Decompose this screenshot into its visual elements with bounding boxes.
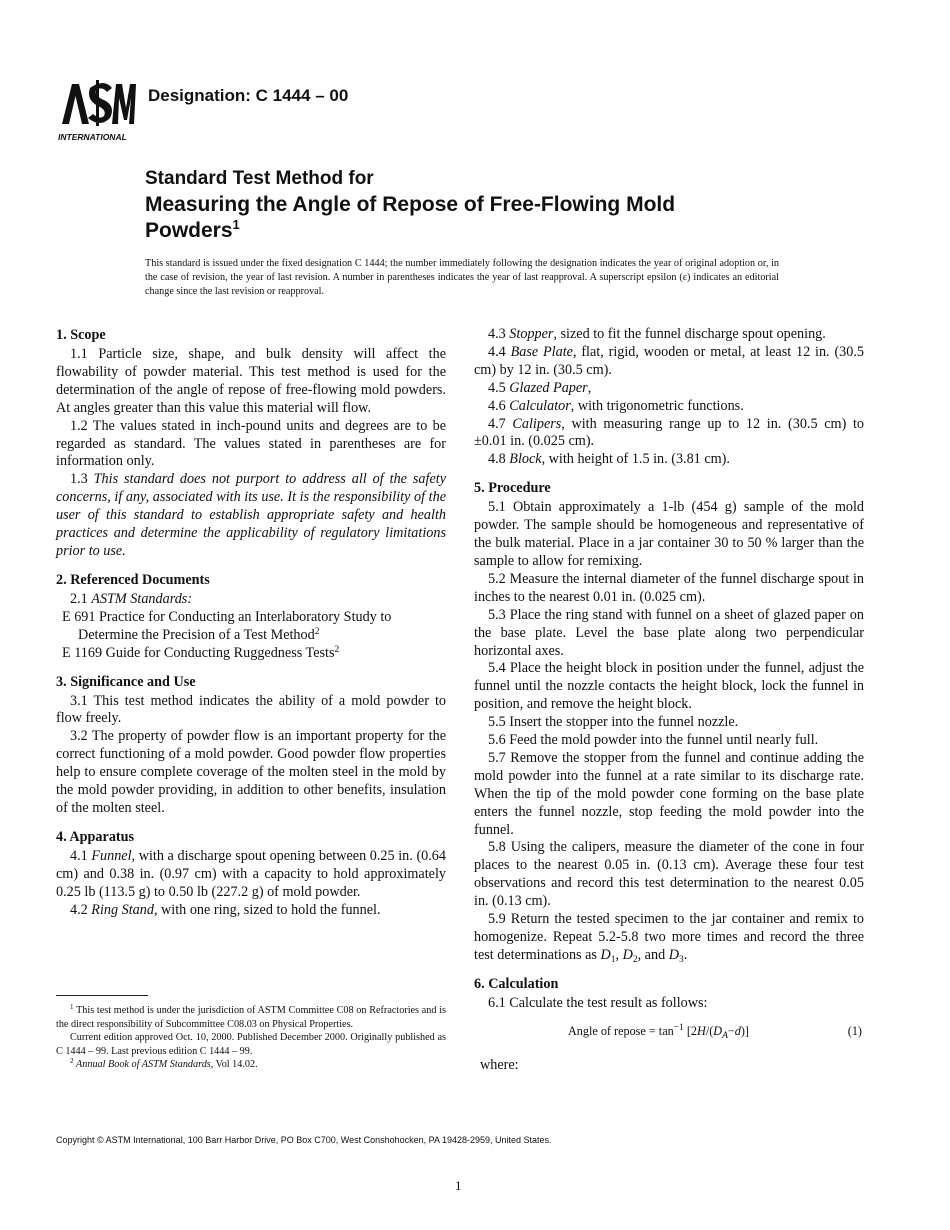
section-heading-calculation: 6. Calculation xyxy=(474,975,559,992)
footnote-mark: 1 xyxy=(70,1003,74,1011)
reference-e691-text: E 691 Practice for Conducting an Interlaboratory Study to Determine the Precision of a Test Method xyxy=(62,608,392,643)
subscript: 2 xyxy=(632,954,638,965)
paragraph-2-1 xyxy=(56,591,446,609)
item-term: Calipers xyxy=(512,415,562,432)
variable-d: D xyxy=(600,946,611,963)
footnote-mark: 2 xyxy=(70,1057,74,1066)
title-line-3 xyxy=(145,218,845,244)
item-term: Ring Stand xyxy=(91,901,154,918)
section-heading-referenced-documents: 2. Referenced Documents xyxy=(56,571,210,588)
paragraph-3-2: 3.2 The property of powder flow is an important property for the correct functioning of a mold powder. Good powder flow properties help to ensure complete coverage of the molten steel in the mold by the mold powder providing, in addition to other benefits, insulation of the molten steel. xyxy=(56,728,446,816)
item-text: , with a discharge spout opening between 0.25 in. (0.64 cm) and 0.38 in. (0.97 cm) with a capacity to hold approximately 0.25 lb (113.5 g) to 0.50 lb (227.2 g) of mold powder. xyxy=(56,847,446,900)
paragraph-5-8: 5.8 Using the calipers, measure the diameter of the cone in four places to the nearest 0.05 in. (0.13 cm). Average these four test observations and record this test determination to the nearest 0.05 in. (0.13 cm). xyxy=(474,839,864,910)
section-heading-apparatus: 4. Apparatus xyxy=(56,828,135,845)
item-number: 4.1 xyxy=(70,847,88,864)
page-number: 1 xyxy=(455,1178,462,1193)
item-term: Block xyxy=(509,451,542,468)
item-number: 4.5 xyxy=(488,379,506,396)
reference-e1169-footnote-ref: 2 xyxy=(334,644,340,655)
equation-part: − xyxy=(727,1023,735,1038)
item-text: , flat, rigid, wooden or metal, at least 12 in. (30.5 cm) by 12 in. (30.5 cm). xyxy=(474,343,864,378)
item-number: 4.3 xyxy=(488,326,506,342)
paragraph-6-1: 6.1 Calculate the test result as follows: xyxy=(488,994,708,1011)
title-line-1: Standard Test Method for xyxy=(145,168,374,189)
variable-h: H xyxy=(697,1023,706,1038)
paragraph-2-1-number: 2.1 xyxy=(70,590,88,607)
paragraph-4-5 xyxy=(474,380,864,398)
variable-d: D xyxy=(713,1023,723,1038)
paragraph-5-6: 5.6 Feed the mold powder into the funnel until nearly full. xyxy=(488,732,819,749)
astm-logo xyxy=(56,74,138,146)
equation-expression xyxy=(474,1023,848,1041)
item-text: , with one ring, sized to hold the funnel. xyxy=(153,901,381,918)
footnote-2 xyxy=(56,1058,446,1072)
right-column xyxy=(474,326,864,1075)
reference-e1169 xyxy=(56,645,446,663)
paragraph-1-3 xyxy=(56,471,446,561)
footnote-1-text: This test method is under the jurisdiction of ASTM Committee C08 on Refractories and is the direct responsibility of Subcommittee C08.03 on Physical Properties. xyxy=(56,1005,446,1030)
footnotes xyxy=(56,1004,446,1072)
variable-d: D xyxy=(668,946,679,963)
item-number: 4.7 xyxy=(488,415,506,432)
footnote-2-text: , Vol 14.02. xyxy=(210,1059,258,1071)
paragraph-5-7: 5.7 Remove the stopper from the funnel and continue adding the mold powder into the funnel at a rate similar to its discharge rate. When the tip of the mold powder cone forming on the base plate enters the funnel nozzle, stop feeding the mold powder into the funnel. xyxy=(474,749,864,838)
paragraph-5-2: 5.2 Measure the internal diameter of the funnel discharge spout in inches to the nearest 0.01 in. (0.025 cm). xyxy=(474,570,864,605)
item-number: 4.6 xyxy=(488,397,506,414)
section-heading-procedure: 5. Procedure xyxy=(474,480,551,497)
separator: , and xyxy=(637,946,669,963)
paragraph-4-2 xyxy=(56,902,446,920)
paragraph-1-2: 1.2 The values stated in inch-pound units and degrees are to be regarded as standard. The values stated in parentheses are for information only. xyxy=(56,417,446,470)
paragraph-4-3 xyxy=(474,326,864,344)
item-term: Base Plate xyxy=(510,343,573,360)
where-label: where: xyxy=(480,1056,519,1073)
section-heading-scope: 1. Scope xyxy=(56,327,106,343)
intro-paragraph: This standard is issued under the fixed designation C 1444; the number immediately following the designation indicates the year of original adoption or, in the case of revision, the year of last revision. A number in parentheses indicates the year of last reapproval. A superscript epsilon (ε) indicates an editorial change since the last revision or reapproval. xyxy=(145,258,779,297)
paragraph-4-8 xyxy=(474,451,864,469)
equation-part: [2 xyxy=(683,1023,698,1038)
item-term: Calculator xyxy=(509,397,571,414)
left-column xyxy=(56,326,446,919)
footnote-rule xyxy=(56,995,148,996)
logo-subtext: INTERNATIONAL xyxy=(58,132,127,142)
subscript-a: A xyxy=(722,1030,728,1041)
item-term: Funnel xyxy=(91,847,132,864)
item-term: Glazed Paper xyxy=(509,379,588,396)
equation-part: )] xyxy=(740,1023,749,1038)
footnote-1b: Current edition approved Oct. 10, 2000. Published December 2000. Originally published as C 1444 – 99. Last previous edition C 1444 – 99. xyxy=(56,1032,446,1057)
paragraph-5-3: 5.3 Place the ring stand with funnel on a sheet of glazed paper on the base plate. Level the base plate along two perpendicular horizontal axes. xyxy=(474,606,864,659)
paragraph-1-3-text: This standard does not purport to address all of the safety concerns, if any, associated with its use. It is the responsibility of the user of this standard to establish appropriate safety and health practices and determine the applicability of regulatory limitations prior to use. xyxy=(56,471,446,559)
paragraph-4-6 xyxy=(474,398,864,416)
paragraph-5-9 xyxy=(474,911,864,965)
paragraph-4-7 xyxy=(474,416,864,452)
paragraph-1-1: 1.1 Particle size, shape, and bulk density will affect the flowability of powder material. This test method is used for the determination of the angle of repose of free-flowing mold powders. At angles greater than this value this material will flow. xyxy=(56,346,446,416)
item-text: , xyxy=(587,379,592,396)
variable-small-d: d xyxy=(734,1023,741,1038)
paragraph-3-1: 3.1 This test method indicates the ability of a mold powder to flow freely. xyxy=(56,692,446,727)
item-number: 4.8 xyxy=(488,451,506,468)
astm-standards-label: ASTM Standards: xyxy=(91,590,193,607)
item-text: , with measuring range up to 12 in. (30.5 cm) to ±0.01 in. (0.025 cm). xyxy=(474,415,864,450)
subscript: 3 xyxy=(678,954,684,965)
footnote-2-title: Annual Book of ASTM Standards xyxy=(76,1059,211,1071)
footnote-1 xyxy=(56,1004,446,1031)
paragraph-1-3-number: 1.3 xyxy=(70,471,88,488)
reference-e691-footnote-ref: 2 xyxy=(314,626,320,637)
reference-e691 xyxy=(56,609,446,645)
item-text: , sized to fit the funnel discharge spout opening. xyxy=(553,326,826,342)
section-heading-significance: 3. Significance and Use xyxy=(56,673,196,690)
copyright: Copyright © ASTM International, 100 Barr Harbor Drive, PO Box C700, West Conshohocken, PA 19428-2959, United States. xyxy=(56,1135,552,1145)
equation-1 xyxy=(474,1023,864,1043)
paragraph-5-1: 5.1 Obtain approximately a 1-lb (454 g) sample of the mold powder. The sample should be homogeneous and representative of the bulk material. Place in a jar container 30 to 50 % larger than the sample to allow for remixing. xyxy=(474,499,864,569)
paragraph-5-4: 5.4 Place the height block in position under the funnel, adjust the funnel until the nozzle contacts the height block, lock the funnel in position, and remove the height block. xyxy=(474,660,864,713)
item-number: 4.4 xyxy=(488,343,506,360)
title-footnote-ref: 1 xyxy=(232,217,240,232)
paragraph-5-5: 5.5 Insert the stopper into the funnel nozzle. xyxy=(488,714,739,731)
equation-number: (1) xyxy=(847,1023,862,1038)
paragraph-4-1 xyxy=(56,848,446,902)
reference-e1169-text: E 1169 Guide for Conducting Ruggedness Tests xyxy=(62,644,335,661)
item-text: , with height of 1.5 in. (3.81 cm). xyxy=(541,451,730,468)
separator: . xyxy=(683,946,688,963)
title-line-2: Measuring the Angle of Repose of Free-Flowing Mold xyxy=(145,193,676,216)
item-term: Stopper xyxy=(509,326,554,342)
paragraph-4-4 xyxy=(474,344,864,380)
title-line-3-text: Powders xyxy=(145,219,233,242)
separator: , xyxy=(615,946,623,963)
item-text: , with trigonometric functions. xyxy=(570,397,744,414)
item-number: 4.2 xyxy=(70,901,88,918)
equation-label: Angle of repose = tan xyxy=(568,1023,674,1038)
equation-part: /( xyxy=(705,1023,714,1038)
designation: Designation: C 1444 – 00 xyxy=(148,86,349,105)
variable-d: D xyxy=(622,946,633,963)
title-block xyxy=(145,166,845,244)
subscript: 1 xyxy=(610,954,616,965)
equation-superscript: −1 xyxy=(673,1022,684,1033)
paragraph-5-9-text: 5.9 Return the tested specimen to the jar container and remix to homogenize. Repeat 5.2-5.8 two more times and record the three test determinations as xyxy=(474,911,864,963)
